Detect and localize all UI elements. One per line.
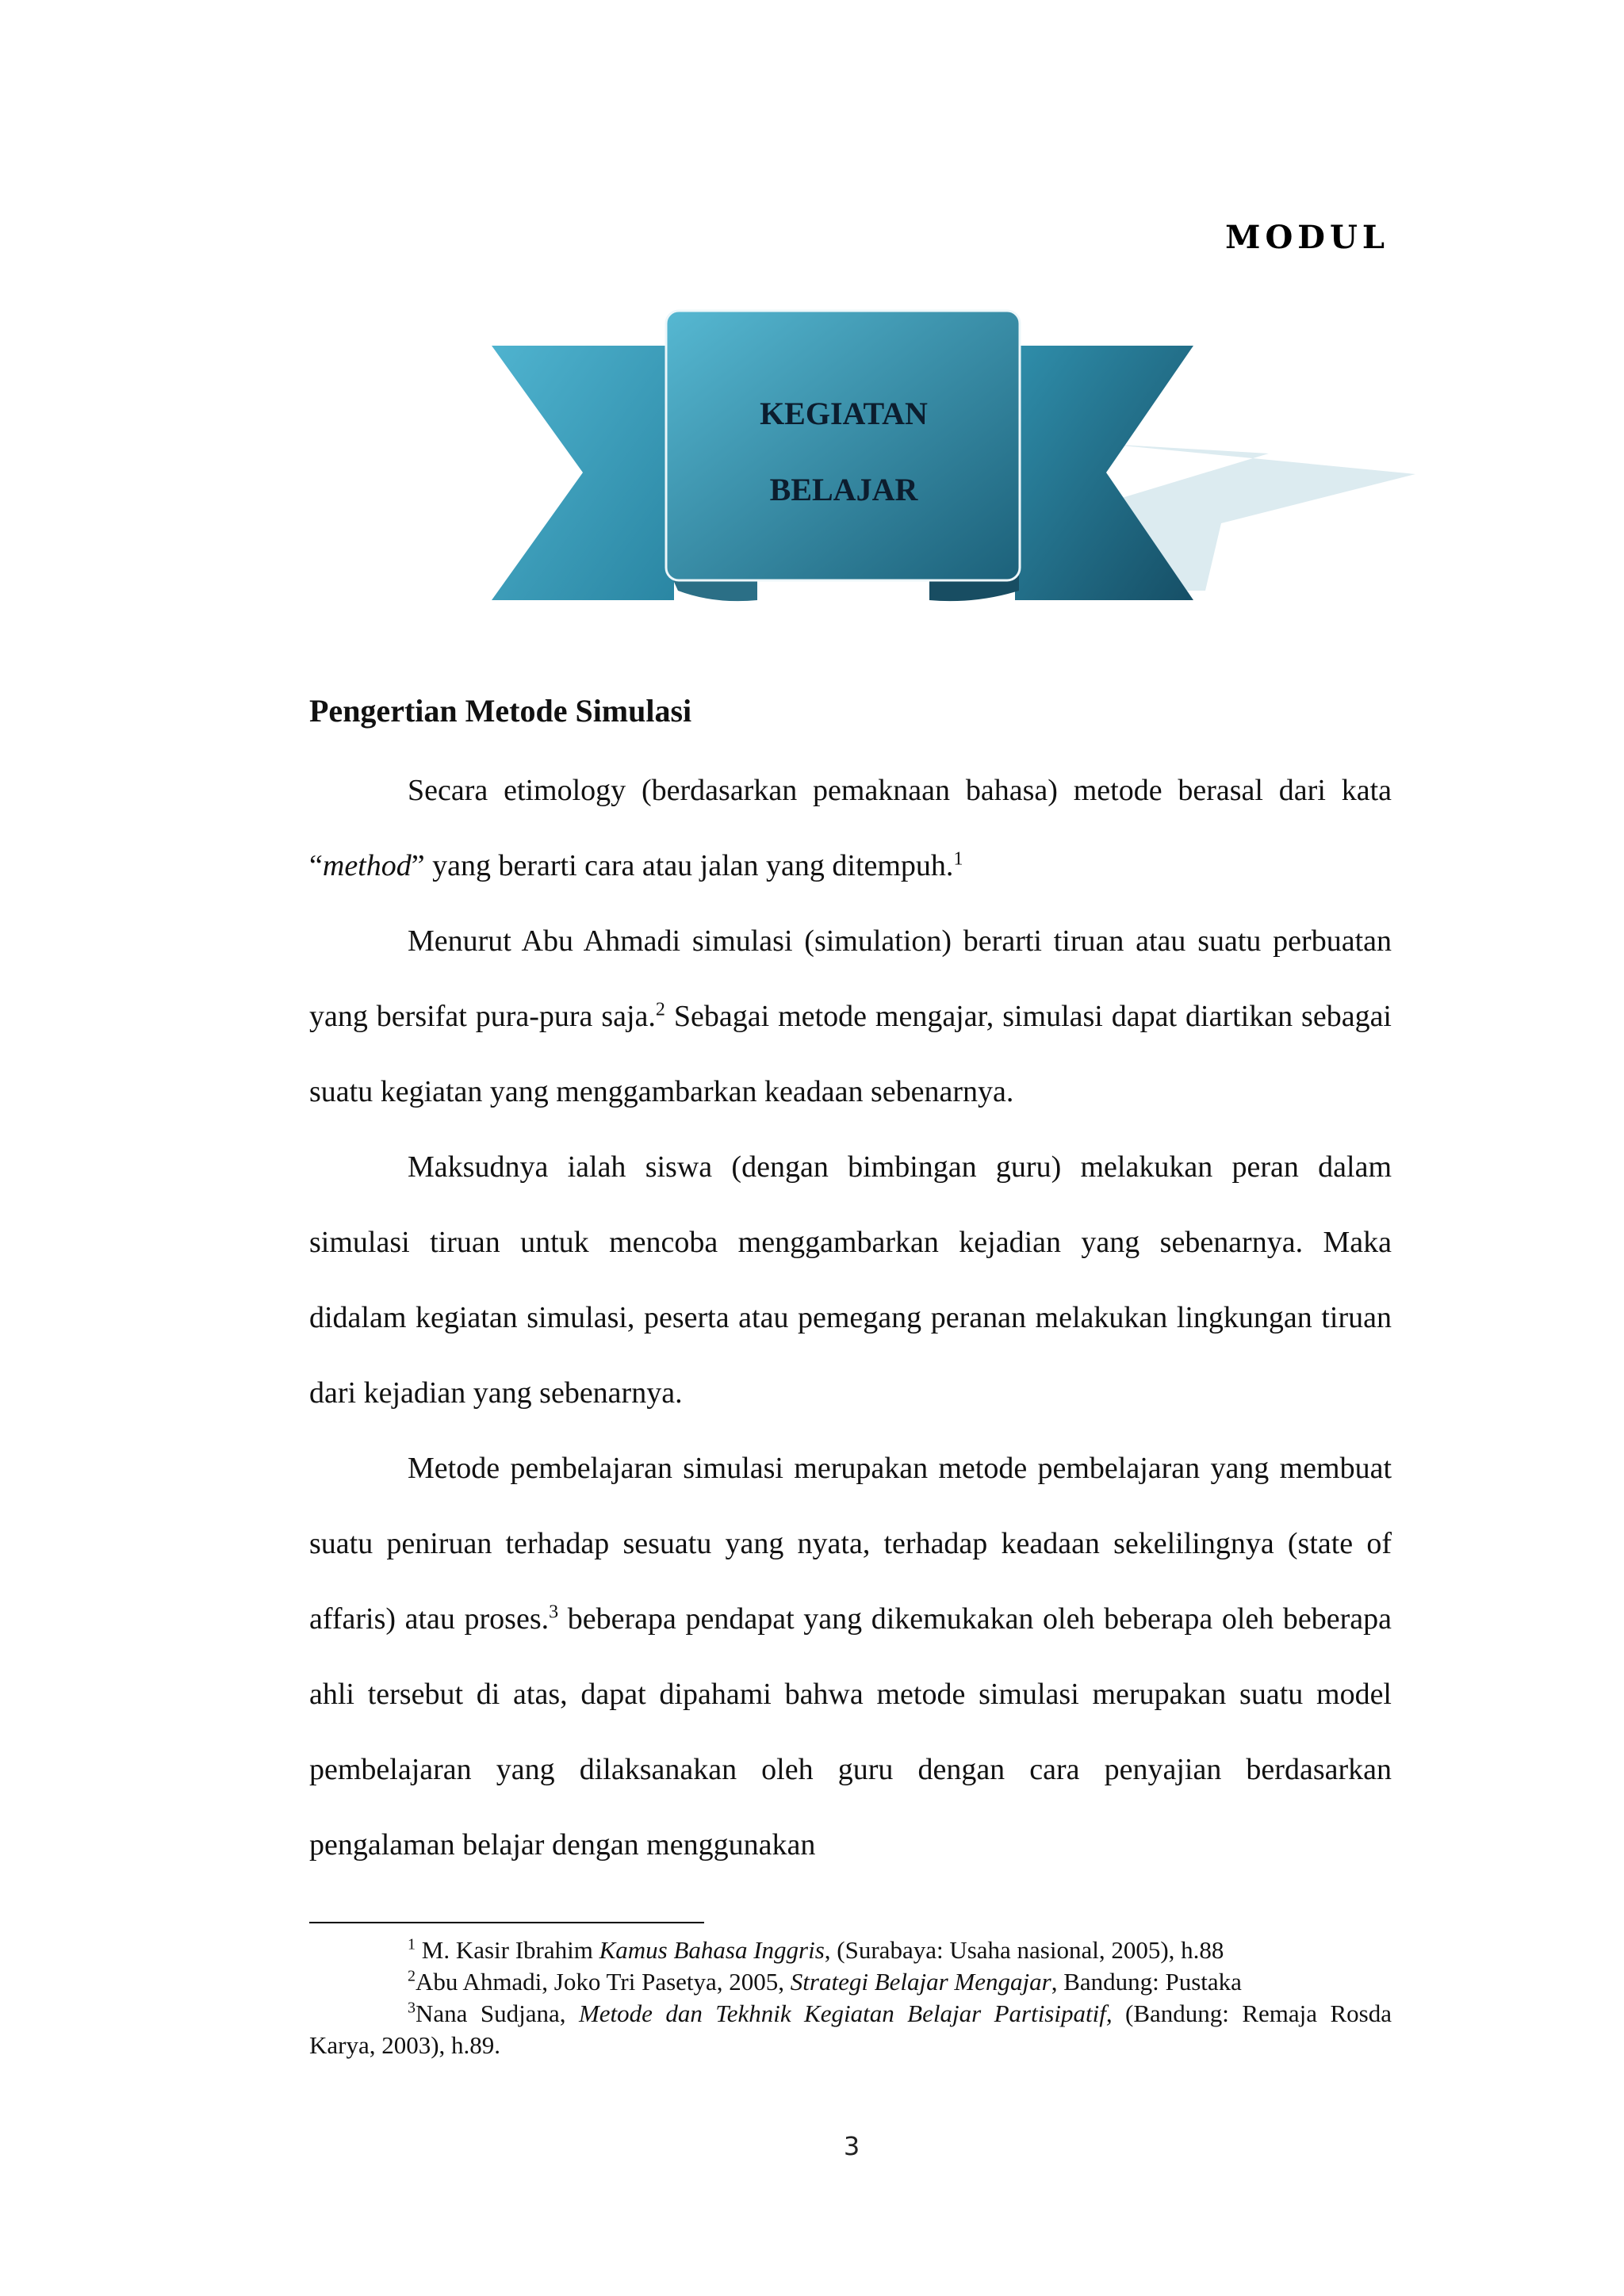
footnote [309,1998,1392,2061]
paragraph-italic-text: method [322,849,412,882]
paragraph-text: beberapa pendapat yang dikemukakan oleh beberapa oleh beberapa ahli tersebut di atas, dapat dipahami bahwa metode simulasi merupakan suatu model pembelajaran yang dilaksanakan oleh guru dengan cara penyajian berdasarkan pengalaman belajar dengan menggunakan [309,1602,1392,1862]
module-header-label: MODUL [1225,219,1389,256]
paragraph-text: Menurut Abu Ahmadi simulasi (simulation) berarti tiruan atau suatu perbuatan yang bersifat pura-pura saja. [309,924,1392,1033]
footnote-number: 3 [408,1999,416,2017]
section-heading: Pengertian Metode Simulasi [309,693,692,729]
page-number: 3 [843,2131,860,2161]
footnotes [309,1934,1392,2061]
banner-right-tail [1015,346,1193,600]
footnote-text: (Bandung: Remaja Rosda Karya, 2003), h.89. [309,1999,1392,2059]
paragraph [309,1431,1392,1883]
ribbon-banner-graphic [484,300,1427,609]
paragraph [309,1130,1392,1431]
banner-title-line2: BELAJAR [769,472,918,507]
paragraph-text: Sebagai metode mengajar, simulasi dapat diartikan sebagai suatu kegiatan yang menggambarkan keadaan sebenarnya. [309,1000,1392,1108]
footnote-title: Metode dan Tekhnik Kegiatan Belajar Partisipatif, [578,1999,1113,2027]
paragraph-text: Maksudnya ialah siswa (dengan bimbingan guru) melakukan peran dalam simulasi tiruan untuk mencoba menggambarkan kejadian yang sebenarnya. Maka didalam kegiatan simulasi, peserta atau pemegang peranan melakukan lingkungan tiruan dari kejadian yang sebenarnya. [309,1150,1392,1410]
paragraph [309,904,1392,1130]
footnote-text: M. Kasir Ibrahim [416,1936,599,1964]
footnote-title: Strategi Belajar Mengajar [790,1968,1051,1996]
paragraph [309,753,1392,904]
banner-left-tail [492,346,674,600]
footnote-ref: 1 [953,848,963,870]
footnote-title: Kamus Bahasa Inggris [599,1936,825,1964]
footnote-ref: 3 [549,1601,559,1623]
footnote-ref: 2 [655,999,665,1020]
footnote [309,1966,1392,1998]
footnote [309,1934,1392,1966]
footnote-number: 1 [408,1935,416,1954]
footnote-text: Nana Sudjana, [416,1999,579,2027]
paragraph-text: ” yang berarti cara atau jalan yang ditempuh. [411,849,954,882]
paragraph-text: Secara etimology (berdasarkan pemaknaan bahasa) metode berasal dari kata “ [309,774,1392,882]
footnote-text: , Bandung: Pustaka [1051,1968,1242,1996]
footnote-number: 2 [408,1967,416,1985]
body-text [309,753,1392,1883]
paragraph-text: Metode pembelajaran simulasi merupakan metode pembelajaran yang membuat suatu peniruan terhadap sesuatu yang nyata, terhadap keadaan sekelilingnya (state of affaris) atau proses. [309,1452,1392,1636]
banner-title-line1: KEGIATAN [760,396,928,431]
footnote-text: , (Surabaya: Usaha nasional, 2005), h.88 [824,1936,1224,1964]
banner-center-tab [666,311,1020,580]
footnote-text: Abu Ahmadi, Joko Tri Pasetya, 2005, [416,1968,791,1996]
footnote-separator [309,1922,704,1923]
